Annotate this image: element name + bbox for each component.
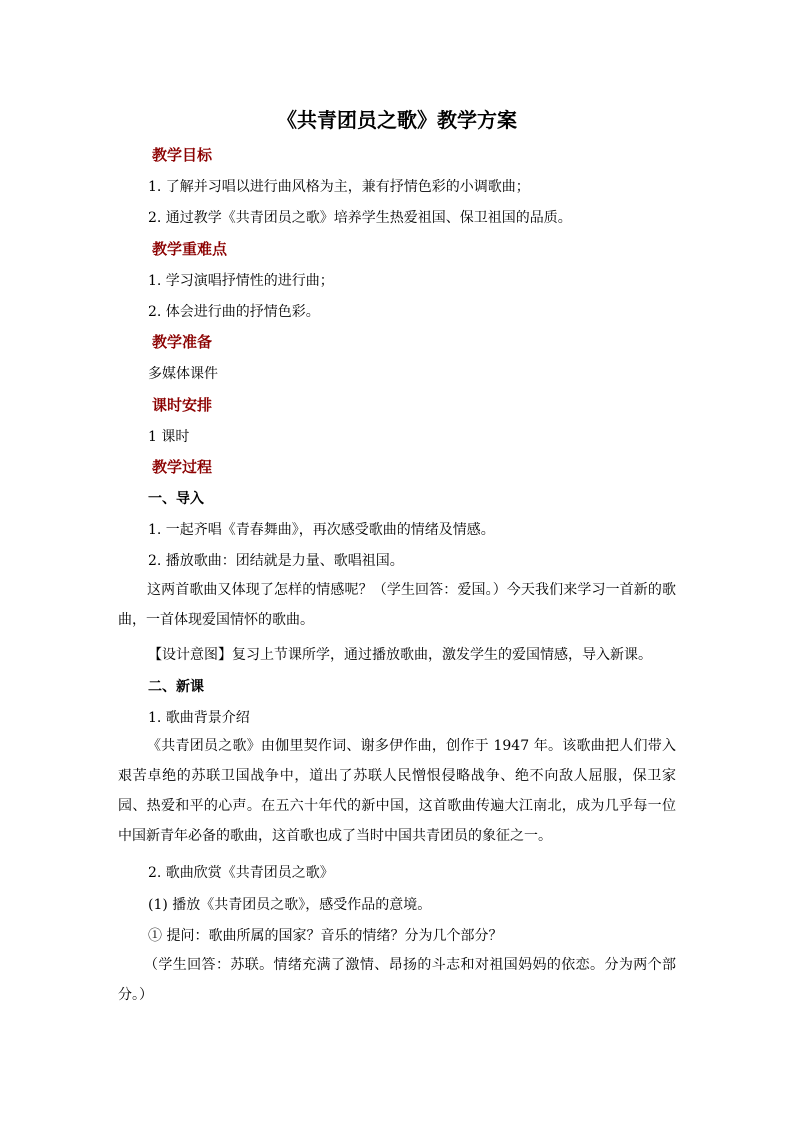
heading-process: 教学过程 bbox=[152, 458, 213, 476]
subheading-new-lesson: 二、新课 bbox=[148, 679, 204, 695]
question-text: ① 提问：歌曲所属的国家？音乐的情绪？分为几个部分？ bbox=[148, 928, 503, 944]
answer-paragraph: （学生回答：苏联。情绪充满了激情、昂扬的斗志和对祖国妈妈的依恋。分为两个部分。） bbox=[118, 957, 676, 1003]
preparation-text: 多媒体课件 bbox=[148, 366, 218, 382]
list-item: 1. 了解并习唱以进行曲风格为主，兼有抒情色彩的小调歌曲； bbox=[148, 179, 530, 195]
list-item: 1. 一起齐唱《青春舞曲》，再次感受歌曲的情绪及情感。 bbox=[148, 522, 495, 538]
subheading-intro: 一、导入 bbox=[148, 491, 204, 507]
list-item: 2. 通过教学《共青团员之歌》培养学生热爱祖国、保卫祖国的品质。 bbox=[148, 210, 572, 226]
design-intent: 【设计意图】复习上节课所学，通过播放歌曲，激发学生的爱国情感，导入新课。 bbox=[148, 647, 652, 663]
heading-key-points: 教学重难点 bbox=[152, 240, 228, 258]
list-item: 1. 歌曲背景介绍 bbox=[148, 710, 250, 726]
schedule-text: 1 课时 bbox=[148, 429, 190, 445]
intro-paragraph: 这两首歌曲又体现了怎样的情感呢？（学生回答：爱国。）今天我们来学习一首新的歌曲，一首体现爱国情怀的歌曲。 bbox=[118, 582, 676, 628]
heading-objectives: 教学目标 bbox=[152, 146, 213, 164]
list-item: 1. 学习演唱抒情性的进行曲； bbox=[148, 273, 334, 289]
list-item: 2. 体会进行曲的抒情色彩。 bbox=[148, 304, 320, 320]
list-item: (1) 播放《共青团员之歌》，感受作品的意境。 bbox=[148, 897, 432, 913]
list-item: 2. 播放歌曲：团结就是力量、歌唱祖国。 bbox=[148, 553, 404, 569]
page-title: 《共青团员之歌》教学方案 bbox=[277, 108, 517, 132]
heading-preparation: 教学准备 bbox=[152, 333, 213, 351]
heading-schedule: 课时安排 bbox=[152, 396, 213, 414]
background-paragraph: 《共青团员之歌》由伽里契作词、谢多伊作曲，创作于 1947 年。该歌曲把人们带入艰苦卓绝的苏联卫国战争中，道出了苏联人民憎恨侵略战争、绝不向敌人屈服，保卫家园、热爱和平的心声。在五六十年代的新中国，这首歌曲传遍大江南北，成为几乎每一位中国新青年必备的歌曲，这首歌也成了当时中国共青团员的象征之一。 bbox=[118, 738, 676, 844]
list-item: 2. 歌曲欣赏《共青团员之歌》 bbox=[148, 865, 334, 881]
